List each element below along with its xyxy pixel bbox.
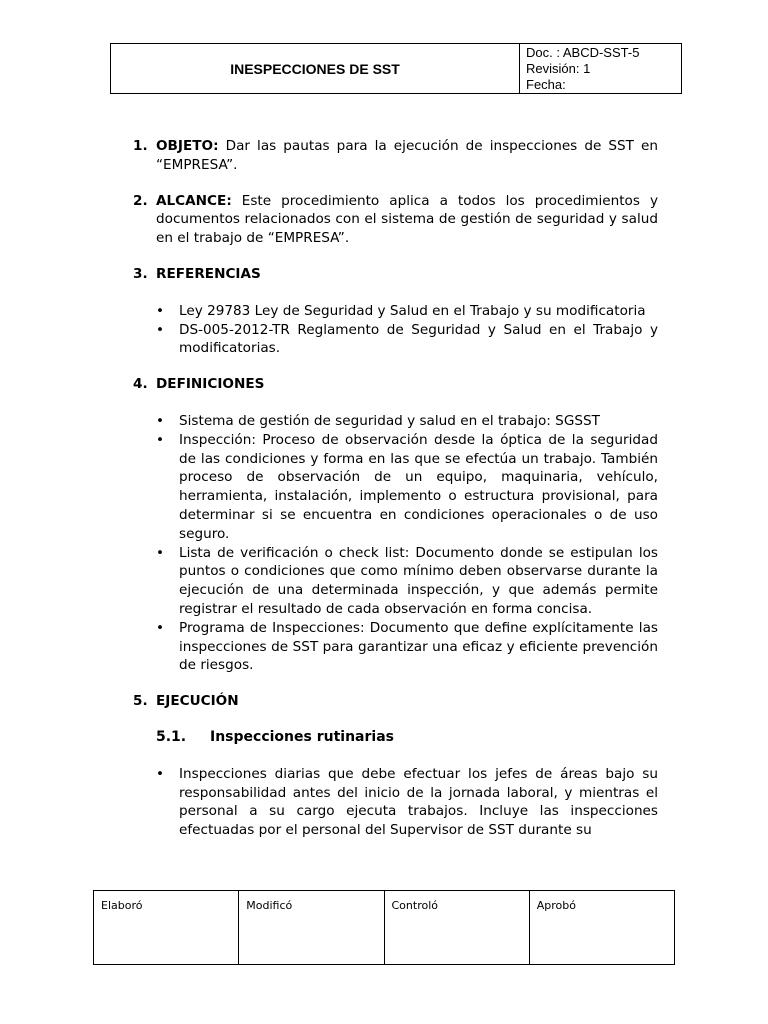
section-text: Este procedimiento aplica a todos los procedimientos y documentos relacionados con el sistema de gestión de seguridad y salud en el trabajo de “EMPRESA”. <box>156 192 658 247</box>
list-item-text: Lista de verificación o check list: Documento donde se estipulan los puntos o condiciones que como mínimo deben observarse durante la ejecución de una determinada inspección, y que además permite registrar el resultado de cada observación en forma concisa. <box>179 544 658 617</box>
list-item <box>156 302 658 321</box>
section-label: DEFINICIONES <box>156 376 265 393</box>
approval-table <box>93 890 675 965</box>
cell-aprobo: Aprobó <box>536 899 576 912</box>
document-title: INESPECCIONES DE SST <box>111 44 520 93</box>
section-definiciones <box>133 375 658 675</box>
list-item-text: Programa de Inspecciones: Documento que define explícitamente las inspecciones de SST para garantizar una eficaz y eficiente prevención de riesgos. <box>179 619 658 674</box>
list-item-text: DS-005-2012-TR Reglamento de Seguridad y Salud en el Trabajo y modificatorias. <box>179 321 658 357</box>
doc-revision: Revisión: 1 <box>526 61 591 76</box>
definiciones-list <box>156 412 658 675</box>
list-item <box>156 619 658 675</box>
section-number: 1. <box>133 138 148 154</box>
section-label: EJECUCIÓN <box>156 693 239 710</box>
document-header <box>110 43 682 94</box>
section-text: Dar las pautas para la ejecución de inspecciones de SST en “EMPRESA”. <box>156 138 658 173</box>
doc-date: Fecha: <box>526 77 566 92</box>
section-number: 4. <box>133 376 148 393</box>
cell-elaboro: Elaboró <box>94 891 239 964</box>
section-alcance <box>133 192 658 248</box>
cell-controlo: Controló <box>385 891 530 964</box>
list-item <box>156 321 658 359</box>
section-number: 5. <box>133 693 148 710</box>
list-item-text: Inspecciones diarias que debe efectuar los jefes de áreas bajo su responsabilidad antes del inicio de la jornada laboral, y mientras el personal a su cargo ejecuta trabajos. Incluye las inspecciones efectuadas por el personal del Supervisor de SST durante su <box>179 765 658 839</box>
bullet-icon: • <box>156 431 165 448</box>
list-item-text: Inspección: Proceso de observación desde la óptica de la seguridad de las condiciones y forma en las que se efectúa un trabajo. También proceso de observación de un equipo, maquinaria, vehículo, herramienta, instalación, implemento o estructura provisional, para determinar si se encuentra en condiciones operacionales o de uso seguro. <box>179 431 658 542</box>
section-label: ALCANCE: <box>156 192 232 209</box>
bullet-icon: • <box>156 765 165 782</box>
list-item <box>156 431 658 544</box>
cell-modifico: Modificó <box>239 891 384 964</box>
section-objeto <box>133 137 658 175</box>
section-label: OBJETO: <box>156 138 219 154</box>
list-item-text: Ley 29783 Ley de Seguridad y Salud en el Trabajo y su modificatoria <box>179 302 646 319</box>
section-label: REFERENCIAS <box>156 265 261 282</box>
doc-code: Doc. : ABCD-SST-5 <box>526 45 640 60</box>
subsection-label: Inspecciones rutinarias <box>210 728 394 745</box>
bullet-icon: • <box>156 619 165 636</box>
bullet-icon: • <box>156 321 165 338</box>
ejecucion-list <box>156 765 658 840</box>
list-item-text: Sistema de gestión de seguridad y salud en el trabajo: SGSST <box>179 412 600 429</box>
list-item <box>156 412 658 431</box>
list-item <box>156 544 658 619</box>
bullet-icon: • <box>156 302 165 319</box>
list-item <box>156 765 658 840</box>
document-body <box>133 137 658 857</box>
referencias-list <box>156 302 658 358</box>
section-referencias <box>133 265 658 358</box>
subsection-number: 5.1. <box>156 728 187 745</box>
bullet-icon: • <box>156 412 165 429</box>
section-ejecucion <box>133 692 658 840</box>
document-meta <box>520 44 681 93</box>
bullet-icon: • <box>156 544 165 561</box>
subsection-heading <box>156 728 658 747</box>
section-number: 3. <box>133 265 148 282</box>
section-number: 2. <box>133 192 148 209</box>
